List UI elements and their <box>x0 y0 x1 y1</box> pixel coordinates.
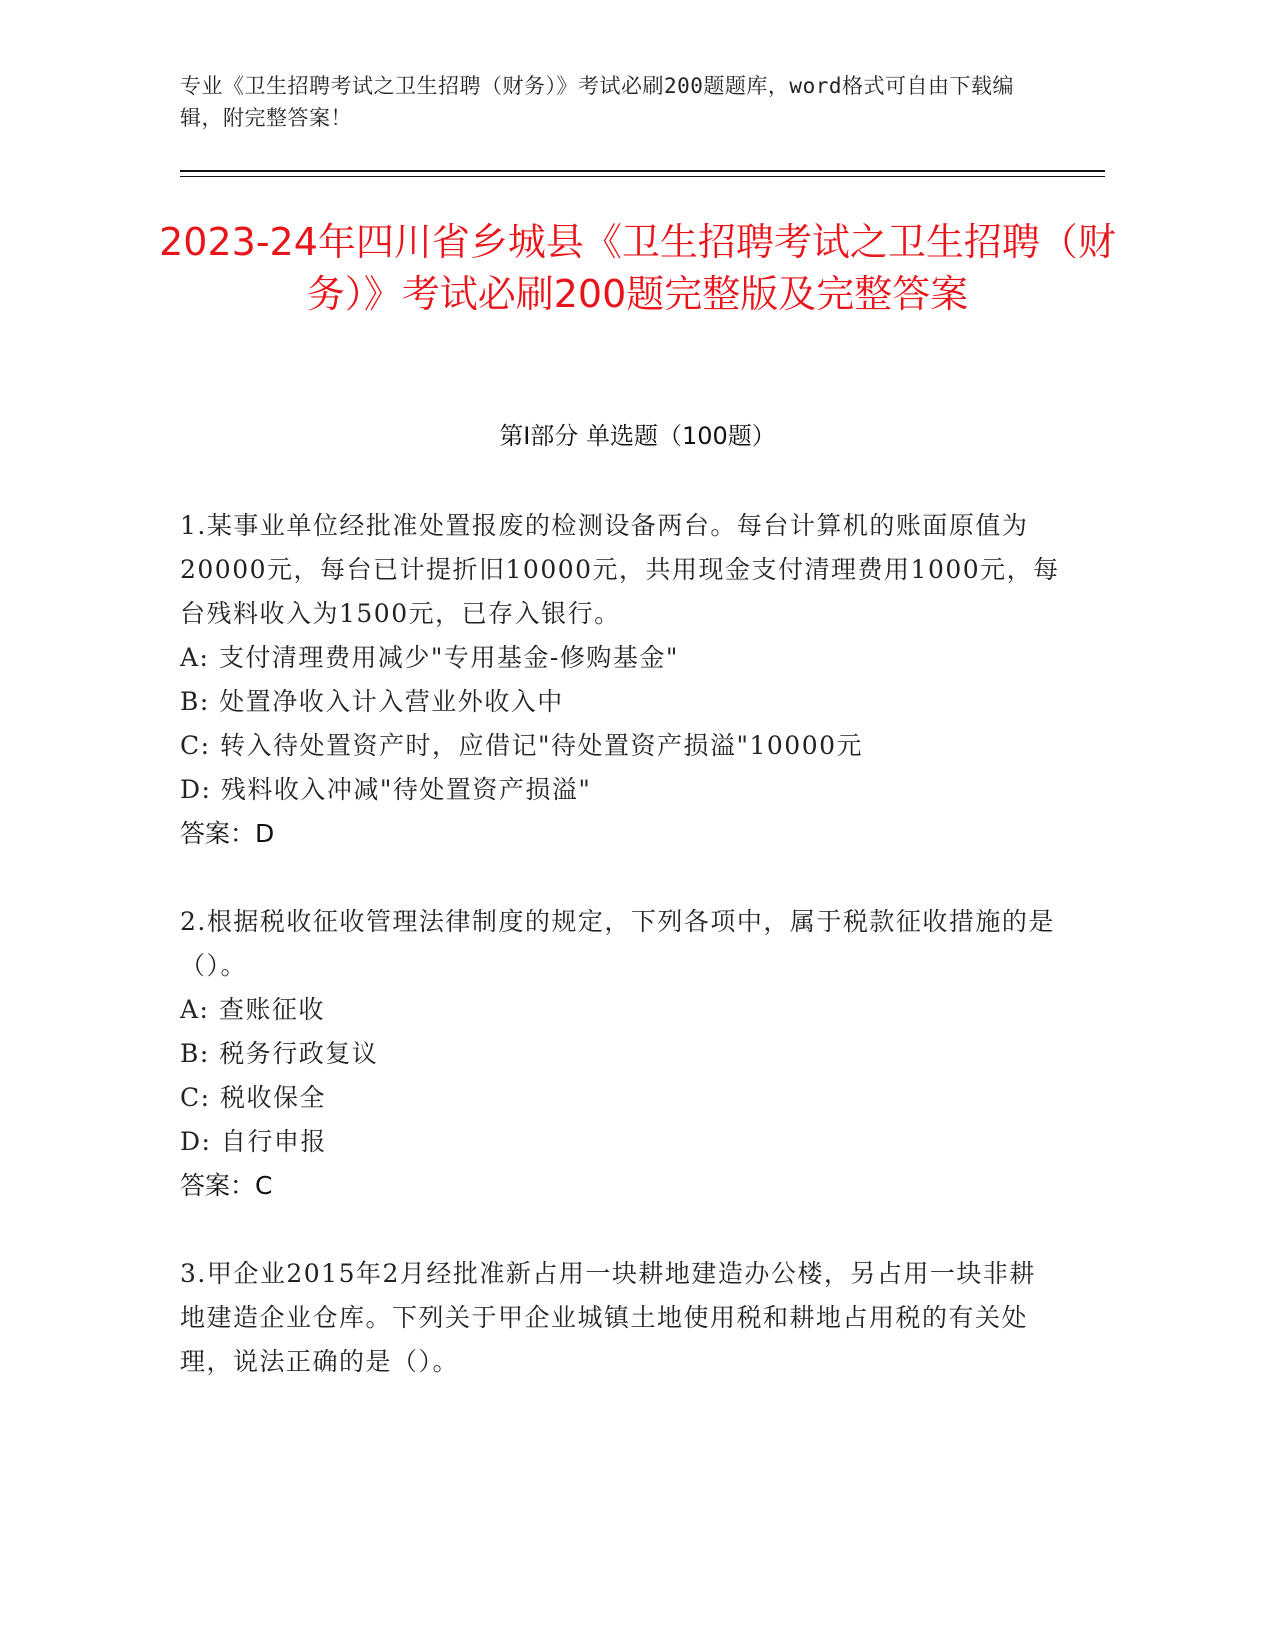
option-c: C: 税收保全 <box>180 1083 326 1112</box>
section-heading: 第Ⅰ部分 单选题（100题） <box>499 422 776 450</box>
option-a: A: 查账征收 <box>180 995 325 1024</box>
option-d: D: 残料收入冲减"待处置资产损溢" <box>180 775 592 804</box>
option-c: C: 转入待处置资产时，应借记"待处置资产损溢"10000元 <box>180 731 864 760</box>
header-note: 专业《卫生招聘考试之卫生招聘（财务）》考试必刷200题题库，word格式可自由下载编辑，附完整答案！ <box>180 74 1014 130</box>
header-divider-thick <box>180 170 1105 172</box>
question-3 <box>180 1252 1060 1384</box>
option-d: D: 自行申报 <box>180 1127 327 1156</box>
document-title: 2023-24年四川省乡城县《卫生招聘考试之卫生招聘（财务）》考试必刷200题完整版及完整答案 <box>159 220 1116 316</box>
question-list <box>180 504 1060 1428</box>
option-b: B: 处置净收入计入营业外收入中 <box>180 687 564 716</box>
question-stem: 2.根据税收征收管理法律制度的规定，下列各项中，属于税款征收措施的是（）。 <box>180 907 1055 980</box>
question-stem: 1.某事业单位经批准处置报废的检测设备两台。每台计算机的账面原值为20000元，每台已计提折旧10000元，共用现金支付清理费用1000元，每台残料收入为1500元，已存入银行。 <box>180 511 1060 628</box>
answer-line: 答案：D <box>180 819 275 848</box>
question-stem: 3.甲企业2015年2月经批准新占用一块耕地建造办公楼，另占用一块非耕地建造企业仓库。下列关于甲企业城镇土地使用税和耕地占用税的有关处理，说法正确的是（）。 <box>180 1259 1036 1376</box>
question-1 <box>180 504 1060 856</box>
option-a: A: 支付清理费用减少"专用基金-修购基金" <box>180 643 679 672</box>
option-b: B: 税务行政复议 <box>180 1039 379 1068</box>
answer-line: 答案：C <box>180 1171 273 1200</box>
header-divider-thin <box>180 176 1105 177</box>
question-2 <box>180 900 1060 1208</box>
